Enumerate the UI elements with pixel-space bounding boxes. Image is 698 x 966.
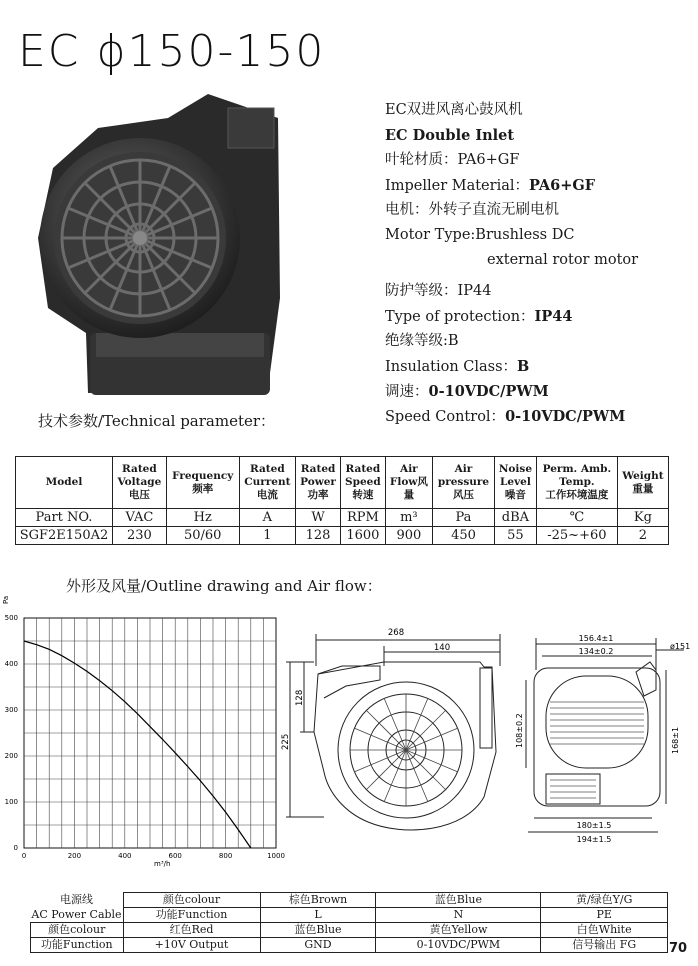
power-cable-cn: 电源线 [60,893,93,906]
chart-xlabel: m³/h [154,860,171,868]
dim-156: 156.4±1 [578,634,614,643]
wiring-table [30,892,668,953]
dim-268: 268 [387,628,405,638]
insulation-en: Insulation Class：B [385,358,530,375]
unit-cell: Hz [166,509,239,527]
unit-cell: A [239,509,295,527]
unit-cell: W [296,509,341,527]
header-speed: Rated Speed 转速 [341,457,386,509]
outline-drawing-side [281,622,524,847]
units-row [16,509,669,527]
sig-colour-cell: 蓝色Blue [260,923,376,938]
sig-colour-cell: 黄色Yellow [376,923,541,938]
dim-225: 225 [281,733,291,750]
chart-y-tick-label: 100 [4,798,18,806]
impeller-cn: 叶轮材质：PA6+GF [385,152,520,168]
unit-cell: VAC [113,509,167,527]
dim-134: 134±0.2 [578,647,614,656]
colour-label: 颜色colour [123,893,260,908]
value-cell: 2 [617,527,668,545]
unit-cell: Pa [433,509,495,527]
ac-function-cell: L [260,908,376,923]
dim-151: ø151 [670,642,691,651]
wiring-sig-colour-row [31,923,668,938]
ac-colour-cell: 棕色Brown [260,893,376,908]
sig-function-cell: +10V Output [123,938,260,953]
value-cell: 450 [433,527,495,545]
header-voltage: Rated Voltage 电压 [113,457,167,509]
wiring-sig-function-row [31,938,668,953]
chart-y-tick-label: 500 [4,614,18,622]
value-cell: 1 [239,527,295,545]
chart-y-tick-label: 400 [4,660,18,668]
type-cn: EC双进风离心鼓风机 [385,102,523,118]
unit-cell: ℃ [536,509,617,527]
dim-128: 128 [295,689,305,706]
ac-function-cell: PE [541,908,668,923]
header-pressure: Air pressure 风压 [433,457,495,509]
chart-x-tick-label: 0 [21,852,27,860]
page-number: 70 [669,941,688,956]
value-cell: SGF2E150A2 [16,527,113,545]
speed-cn: 调速：0-10VDC/PWM [385,383,549,400]
power-cable-en: AC Power Cable [31,907,122,921]
chart-y-tick-label: 300 [4,706,18,714]
unit-cell: Part NO. [16,509,113,527]
value-cell: -25~+60 [536,527,617,545]
wiring-ac-function-row [31,908,668,923]
sig-colour-cell: 红色Red [123,923,260,938]
value-cell: 900 [385,527,432,545]
header-power: Rated Power 功率 [296,457,341,509]
header-weight: Weight 重量 [617,457,668,509]
values-row [16,527,669,545]
motor-en-2: external rotor motor [487,252,639,268]
insulation-cn: 绝缘等级:B [385,333,459,349]
chart-x-tick-label: 400 [118,852,132,860]
dim-168: 168±1 [671,726,680,754]
unit-cell: m³ [385,509,432,527]
dim-140: 140 [433,643,451,653]
motor-cn: 电机：外转子直流无刷电机 [385,202,559,218]
unit-cell: Kg [617,509,668,527]
chart-x-tick-label: 800 [218,852,233,860]
value-cell: 230 [113,527,167,545]
sig-function-cell: 信号输出 FG [541,938,668,953]
motor-en-1: Motor Type:Brushless DC [385,227,575,243]
function-label: 功能Function [123,908,260,923]
spec-list [385,98,638,429]
type-en: EC Double Inlet [385,127,515,144]
value-cell: 50/60 [166,527,239,545]
chart-x-tick-label: 200 [67,852,82,860]
impeller-en: Impeller Material：PA6+GF [385,177,596,194]
parameter-table [15,456,669,545]
sig-function-cell: 0-10VDC/PWM [376,938,541,953]
ac-colour-cell: 黄/绿色Y/G [541,893,668,908]
airflow-chart [0,590,300,870]
product-title: EC ϕ150-150 [18,26,326,77]
table-header-row [16,457,669,509]
outline-heading: 外形及风量/Outline drawing and Air flow： [66,577,382,595]
chart-x-tick-label: 600 [168,852,182,860]
function-label: 功能Function [31,938,124,953]
value-cell: 55 [494,527,536,545]
ac-function-cell: N [376,908,541,923]
protection-cn: 防护等级：IP44 [385,283,492,299]
product-photo [28,88,290,408]
value-cell: 1600 [341,527,386,545]
header-current: Rated Current 电流 [239,457,295,509]
colour-label: 颜色colour [31,923,124,938]
unit-cell: dBA [494,509,536,527]
header-temp: Perm. Amb. Temp. 工作环境温度 [536,457,617,509]
dim-194: 194±1.5 [576,835,612,844]
tech-parameter-heading: 技术参数/Technical parameter： [38,412,276,430]
value-cell: 128 [296,527,341,545]
header-airflow: Air Flow风 量 [385,457,432,509]
wiring-ac-colour-row [31,893,668,908]
chart-ylabel: Pa [2,595,10,604]
unit-cell: RPM [341,509,386,527]
chart-y-tick-label: 200 [4,752,18,760]
chart-y-tick-label: 0 [13,844,18,852]
outline-drawing-front [506,630,698,850]
speed-en: Speed Control：0-10VDC/PWM [385,408,626,425]
header-frequency: Frequency 频率 [166,457,239,509]
header-model: Model [16,457,113,509]
dim-108: 108±0.2 [515,713,524,748]
sig-colour-cell: 白色White [541,923,668,938]
dim-180: 180±1.5 [576,821,612,830]
ac-colour-cell: 蓝色Blue [376,893,541,908]
sig-function-cell: GND [260,938,376,953]
header-noise: Noise Level 噪音 [494,457,536,509]
protection-en: Type of protection：IP44 [385,308,573,325]
chart-x-tick-label: 1000 [267,852,285,860]
